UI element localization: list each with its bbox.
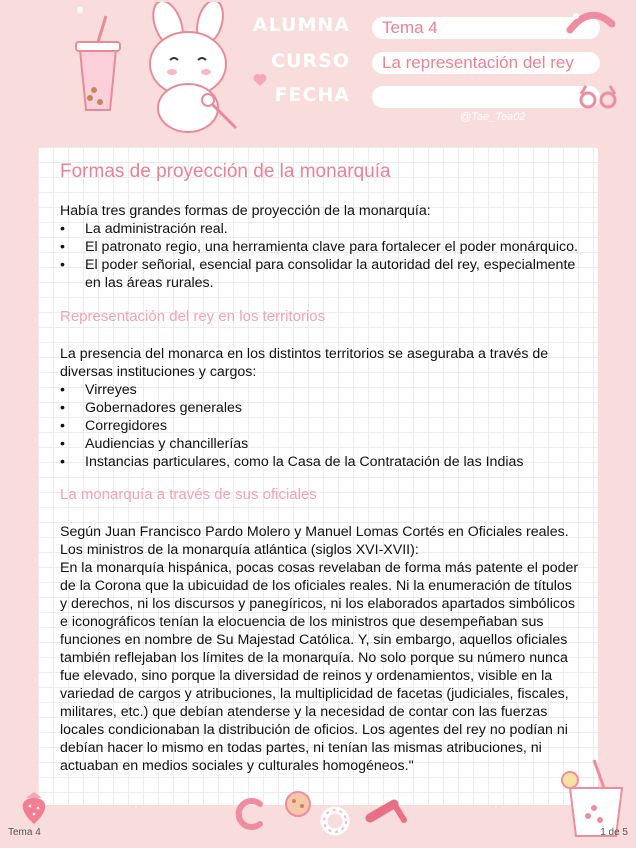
list-item: • Audiencias y chancillerías: [60, 435, 580, 453]
list-item: • La administración real.: [60, 220, 580, 238]
document-body: [60, 160, 580, 775]
curso-label: CURSO: [271, 50, 350, 72]
candy-icon: [566, 6, 616, 36]
list-item: • Virreyes: [60, 381, 580, 399]
list-item: • Corregidores: [60, 417, 580, 435]
footer-doc-title: Tema 4: [8, 827, 41, 838]
section-1-title: Formas de proyección de la monarquía: [60, 161, 391, 182]
list-item: • El poder señorial, esencial para consolidar la autoridad del rey, especialmente en las áreas rurales.: [60, 256, 580, 292]
letter-c-icon: [232, 796, 268, 832]
author-handle: @Tae_Tea02: [460, 111, 526, 123]
strawberry-icon: [14, 788, 54, 828]
section-3-title: La monarquía a través de sus oficiales: [60, 486, 317, 503]
list-item: • Gobernadores generales: [60, 399, 580, 417]
glasses-icon: [578, 84, 618, 110]
page-number: 1 de 5: [600, 827, 628, 838]
donut-icon: [320, 806, 350, 836]
candy-stick-icon: [364, 796, 408, 826]
alumna-label: ALUMNA: [252, 14, 350, 36]
cookie-icon: [283, 789, 313, 819]
alumna-field[interactable]: Tema 4: [372, 17, 600, 39]
curso-field[interactable]: La representación del rey: [372, 52, 600, 74]
fecha-label: FECHA: [274, 84, 350, 106]
section-2-intro: La presencia del monarca en los distintos territorios se aseguraba a través de diversas instituciones y cargos:: [60, 346, 549, 380]
section-1-intro: Había tres grandes formas de proyección de la monarquía:: [60, 203, 431, 219]
section-3-source: Según Juan Francisco Pardo Molero y Manuel Lomas Cortés en Oficiales reales. Los ministros de la monarquía atlántica (siglos XVI-XVII):: [60, 524, 569, 558]
section-2-title: Representación del rey en los territorios: [60, 308, 326, 325]
list-item: • Instancias particulares, como la Casa de la Contratación de las Indias: [60, 453, 580, 471]
boba-cup-icon: [560, 758, 630, 838]
fecha-field[interactable]: [372, 86, 600, 108]
list-item: • El patronato regio, una herramienta clave para fortalecer el poder monárquico.: [60, 238, 580, 256]
section-1-list: [60, 220, 580, 292]
header: [0, 0, 636, 145]
section-2-list: [60, 381, 580, 471]
section-3-quote: En la monarquía hispánica, pocas cosas revelaban de forma más patente el poder de la Corona que la ubicuidad de los oficiales reales. Ni la enumeración de títulos y derechos, ni los discursos y panegíricos, ni los elaborados apartados simbólicos e iconográficos tenían la elocuencia de los ministros que desempeñaban sus funciones en nombre de Su Majestad Católica. Y, sin embargo, aquellos oficiales también reflejaban los límites de la monarquía. No solo porque su número nunca fue elevado, sino porque la diversidad de reinos y ordenamientos, visible en la variedad de cargos y atribuciones, la multiplicidad de facetas (judiciales, fiscales, militares, etc.) que debían atenderse y la necesidad de contar con las fuerzas locales condicionaban la distribución de oficios. Los agentes del rey no podían ni debían hacer lo mismo en todas partes, ni tenían las mismas atribuciones, ni actuaban en medios sociales y culturales homogéneos.": [60, 560, 579, 774]
bunny-sticker-icon: [60, 2, 270, 142]
